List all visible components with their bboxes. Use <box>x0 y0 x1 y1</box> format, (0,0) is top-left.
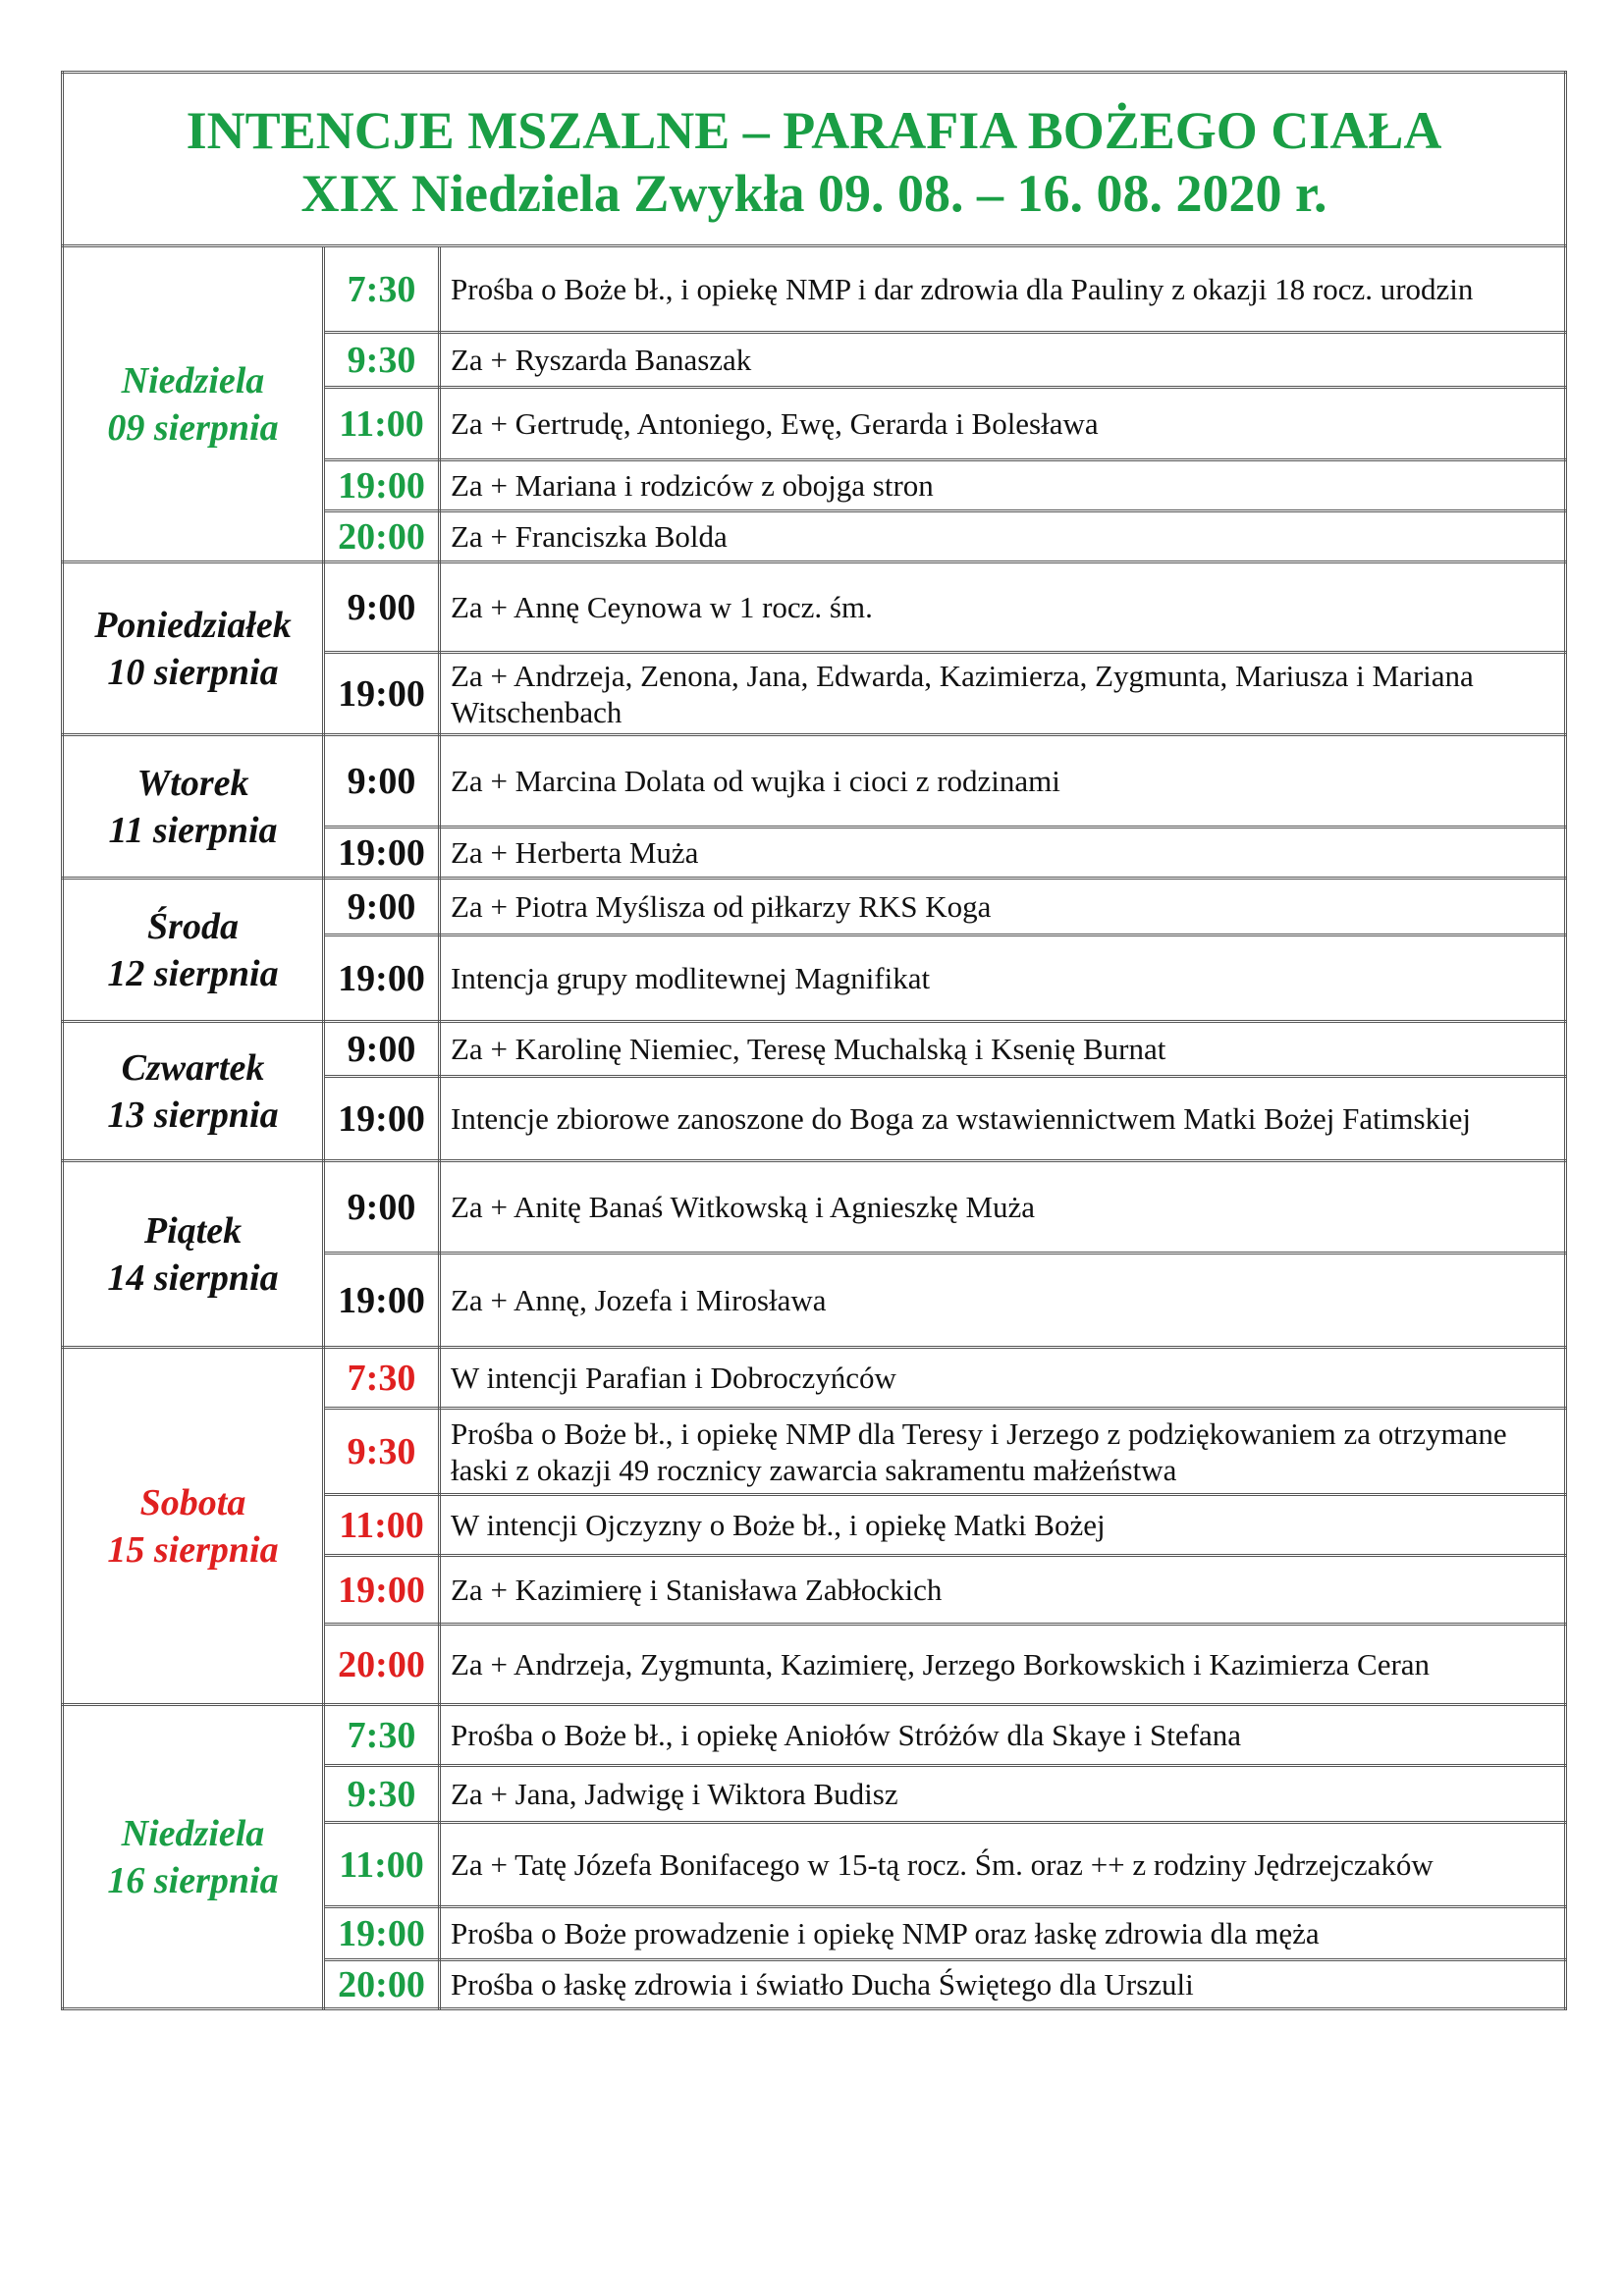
mass-time: 19:00 <box>324 1077 440 1161</box>
day-cell <box>63 1348 324 1705</box>
day-name: Niedziela <box>121 359 265 401</box>
mass-intention: Za + Kazimierę i Stanisława Zabłockich <box>440 1556 1566 1625</box>
day-cell <box>63 1705 324 2009</box>
mass-time: 19:00 <box>324 460 440 511</box>
mass-time: 19:00 <box>324 1907 440 1960</box>
mass-intention: Za + Karolinę Niemiec, Teresę Muchalską i Ksenię Burnat <box>440 1022 1566 1077</box>
mass-row <box>63 1022 1566 1077</box>
mass-row <box>63 1348 1566 1409</box>
mass-intention: Za + Annę, Jozefa i Mirosława <box>440 1254 1566 1348</box>
schedule-frame <box>61 71 1567 2010</box>
header-row <box>63 73 1566 246</box>
day-cell <box>63 1022 324 1161</box>
mass-row <box>63 1705 1566 1766</box>
mass-intention: W intencji Ojczyzny o Boże bł., i opiekę Matki Bożej <box>440 1495 1566 1556</box>
mass-intention: Prośba o Boże bł., i opiekę Aniołów Stróżów dla Skaye i Stefana <box>440 1705 1566 1766</box>
day-date: 15 sierpnia <box>107 1528 279 1571</box>
mass-intention: Intencja grupy modlitewnej Magnifikat <box>440 935 1566 1022</box>
day-cell <box>63 879 324 1022</box>
mass-time: 20:00 <box>324 1625 440 1705</box>
mass-time: 9:00 <box>324 879 440 935</box>
mass-intention: Za + Mariana i rodziców z obojga stron <box>440 460 1566 511</box>
day-date: 16 sierpnia <box>107 1859 279 1901</box>
day-cell <box>63 562 324 735</box>
header-cell <box>63 73 1566 246</box>
mass-time: 7:30 <box>324 246 440 333</box>
day-date: 10 sierpnia <box>107 651 279 693</box>
mass-intention: Za + Piotra Myślisza od piłkarzy RKS Koga <box>440 879 1566 935</box>
mass-intention: Za + Franciszka Bolda <box>440 511 1566 562</box>
day-name: Piątek <box>143 1209 243 1252</box>
day-date: 13 sierpnia <box>107 1094 279 1136</box>
mass-intention: Za + Anitę Banaś Witkowską i Agnieszkę Muża <box>440 1161 1566 1254</box>
mass-intention: Za + Andrzeja, Zygmunta, Kazimierę, Jerzego Borkowskich i Kazimierza Ceran <box>440 1625 1566 1705</box>
mass-intentions-table <box>61 71 1567 2010</box>
mass-intention: Za + Ryszarda Banaszak <box>440 333 1566 388</box>
mass-intention: Za + Herberta Muża <box>440 828 1566 879</box>
mass-time: 9:00 <box>324 562 440 653</box>
mass-time: 9:30 <box>324 1409 440 1495</box>
mass-intention: Za + Marcina Dolata od wujka i cioci z rodzinami <box>440 735 1566 828</box>
mass-time: 20:00 <box>324 1960 440 2009</box>
mass-intention: Prośba o Boże prowadzenie i opiekę NMP oraz łaskę zdrowia dla męża <box>440 1907 1566 1960</box>
day-date: 11 sierpnia <box>108 809 278 851</box>
mass-intention: Prośba o Boże bł., i opiekę NMP i dar zdrowia dla Pauliny z okazji 18 rocz. urodzin <box>440 246 1566 333</box>
mass-intention: Intencje zbiorowe zanoszone do Boga za wstawiennictwem Matki Bożej Fatimskiej <box>440 1077 1566 1161</box>
day-name: Czwartek <box>121 1046 265 1089</box>
mass-time: 7:30 <box>324 1348 440 1409</box>
mass-time: 9:00 <box>324 1022 440 1077</box>
mass-row <box>63 562 1566 653</box>
mass-time: 9:30 <box>324 333 440 388</box>
mass-time: 9:30 <box>324 1766 440 1823</box>
mass-time: 19:00 <box>324 935 440 1022</box>
mass-row <box>63 879 1566 935</box>
day-name: Środa <box>147 905 239 947</box>
day-name: Niedziela <box>121 1812 265 1854</box>
day-cell <box>63 1161 324 1348</box>
mass-row <box>63 735 1566 828</box>
mass-intention: Prośba o Boże bł., i opiekę NMP dla Teresy i Jerzego z podziękowaniem za otrzymane łaski z okazji 49 rocznicy zawarcia sakramentu małżeństwa <box>440 1409 1566 1495</box>
mass-time: 19:00 <box>324 653 440 735</box>
mass-intention: W intencji Parafian i Dobroczyńców <box>440 1348 1566 1409</box>
mass-intention: Prośba o łaskę zdrowia i światło Ducha Świętego dla Urszuli <box>440 1960 1566 2009</box>
mass-intention: Za + Annę Ceynowa w 1 rocz. śm. <box>440 562 1566 653</box>
mass-row <box>63 246 1566 333</box>
day-name: Wtorek <box>136 762 249 804</box>
mass-time: 9:00 <box>324 735 440 828</box>
day-date: 09 sierpnia <box>107 406 279 449</box>
mass-time: 11:00 <box>324 1495 440 1556</box>
mass-time: 19:00 <box>324 1254 440 1348</box>
page-title: INTENCJE MSZALNE – PARAFIA BOŻEGO CIAŁA <box>186 101 1442 160</box>
mass-time: 7:30 <box>324 1705 440 1766</box>
mass-intention: Za + Jana, Jadwigę i Wiktora Budisz <box>440 1766 1566 1823</box>
page-subtitle: XIX Niedziela Zwykła 09. 08. – 16. 08. 2020 r. <box>300 164 1327 223</box>
mass-time: 11:00 <box>324 1823 440 1907</box>
mass-time: 11:00 <box>324 388 440 460</box>
mass-time: 9:00 <box>324 1161 440 1254</box>
mass-row <box>63 1161 1566 1254</box>
mass-time: 19:00 <box>324 1556 440 1625</box>
mass-time: 19:00 <box>324 828 440 879</box>
mass-intention: Za + Tatę Józefa Bonifacego w 15-tą rocz. Śm. oraz ++ z rodziny Jędrzejczaków <box>440 1823 1566 1907</box>
day-name: Sobota <box>139 1481 246 1523</box>
mass-intention: Za + Andrzeja, Zenona, Jana, Edwarda, Kazimierza, Zygmunta, Mariusza i Mariana Witschenbach <box>440 653 1566 735</box>
mass-intention: Za + Gertrudę, Antoniego, Ewę, Gerarda i Bolesława <box>440 388 1566 460</box>
day-date: 14 sierpnia <box>107 1256 279 1299</box>
day-cell <box>63 735 324 879</box>
day-name: Poniedziałek <box>94 604 292 646</box>
mass-time: 20:00 <box>324 511 440 562</box>
day-date: 12 sierpnia <box>107 952 279 994</box>
day-cell <box>63 246 324 562</box>
